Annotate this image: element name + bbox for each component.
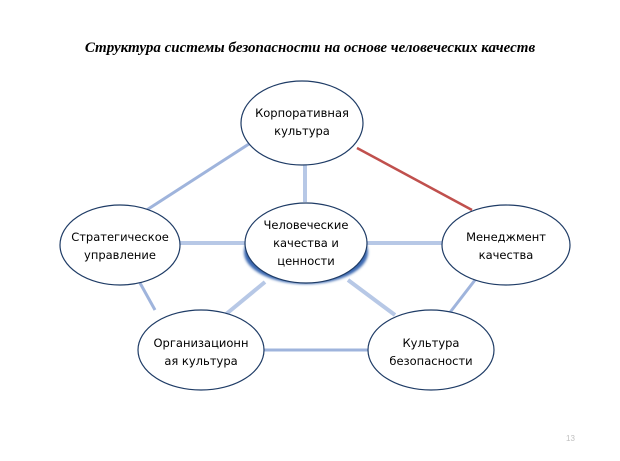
node-strategic-label: Стратегическое управление bbox=[71, 230, 169, 262]
edge-strategic-organizational bbox=[140, 283, 155, 310]
node-center-label: Человеческие качества и ценности bbox=[263, 218, 349, 268]
edge-corporate-strategic bbox=[142, 142, 252, 213]
node-organizational-label: Организационн ая культура bbox=[153, 336, 249, 368]
page-number: 13 bbox=[566, 434, 575, 443]
node-corporate-label: Корпоративная культура bbox=[255, 106, 349, 138]
spoke-center-safety bbox=[348, 280, 395, 315]
edge-corporate-quality bbox=[357, 148, 472, 210]
node-quality-label: Менеджмент качества bbox=[466, 230, 546, 262]
slide-title: Структура системы безопасности на основе человеческих качеств bbox=[84, 40, 536, 56]
node-safety-label: Культура безопасности bbox=[389, 336, 473, 368]
spoke-center-organizational bbox=[225, 282, 265, 315]
edge-quality-safety bbox=[448, 280, 475, 315]
